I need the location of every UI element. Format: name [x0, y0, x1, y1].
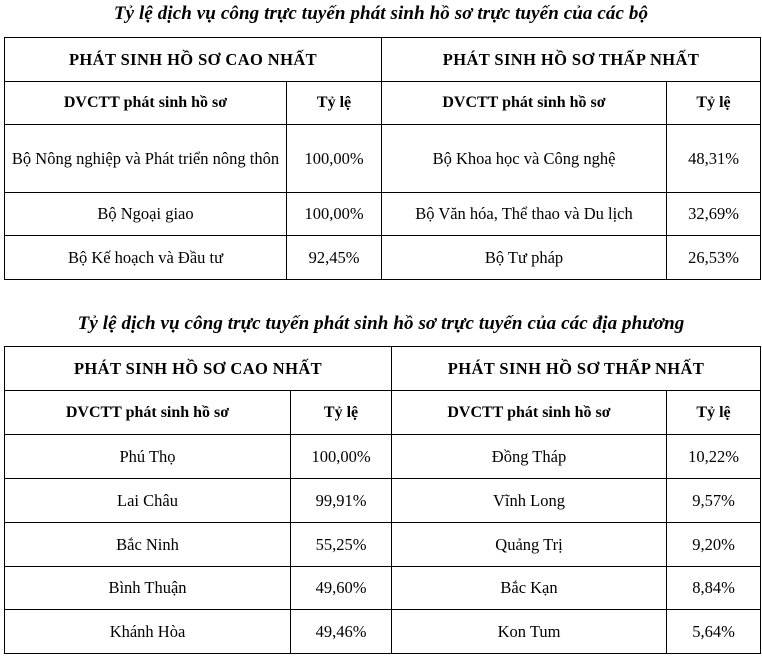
locality-high-rate: 100,00%	[291, 435, 392, 479]
table-row	[5, 523, 761, 567]
ministry-high-rate: 100,00%	[287, 193, 382, 236]
localities-high-rate-header: Tỷ lệ	[291, 391, 392, 435]
locality-low-name: Bắc Kạn	[392, 567, 667, 610]
locality-low-rate: 9,20%	[667, 523, 761, 567]
ministry-low-name: Bộ Khoa học và Công nghệ	[382, 125, 667, 193]
ministry-high-rate: 100,00%	[287, 125, 382, 193]
ministries-lowest-header: PHÁT SINH HỒ SƠ THẤP NHẤT	[382, 38, 761, 82]
table-row	[5, 567, 761, 610]
localities-title: Tỷ lệ dịch vụ công trực tuyến phát sinh hồ sơ trực tuyến của các địa phương	[77, 313, 685, 334]
locality-high-rate: 55,25%	[291, 523, 392, 567]
ministries-low-name-header: DVCTT phát sinh hồ sơ	[382, 82, 667, 125]
table-row	[5, 125, 761, 193]
locality-low-rate: 5,64%	[667, 610, 761, 654]
locality-low-name: Quảng Trị	[392, 523, 667, 567]
ministry-high-name: Bộ Nông nghiệp và Phát triển nông thôn	[5, 125, 287, 193]
locality-high-name: Phú Thọ	[5, 435, 291, 479]
ministry-high-rate: 92,45%	[287, 236, 382, 280]
localities-lowest-header: PHÁT SINH HỒ SƠ THẤP NHẤT	[392, 347, 761, 391]
ministry-low-rate: 48,31%	[667, 125, 761, 193]
ministries-high-name-header: DVCTT phát sinh hồ sơ	[5, 82, 287, 125]
localities-low-name-header: DVCTT phát sinh hồ sơ	[392, 391, 667, 435]
locality-high-rate: 99,91%	[291, 479, 392, 523]
ministry-high-name: Bộ Kế hoạch và Đầu tư	[5, 236, 287, 280]
localities-table	[4, 346, 761, 654]
localities-highest-header: PHÁT SINH HỒ SƠ CAO NHẤT	[5, 347, 392, 391]
locality-low-rate: 10,22%	[667, 435, 761, 479]
locality-high-name: Lai Châu	[5, 479, 291, 523]
locality-high-name: Bình Thuận	[5, 567, 291, 610]
locality-low-name: Kon Tum	[392, 610, 667, 654]
locality-low-rate: 9,57%	[667, 479, 761, 523]
localities-low-rate-header: Tỷ lệ	[667, 391, 761, 435]
ministries-high-rate-header: Tỷ lệ	[287, 82, 382, 125]
table-row	[5, 435, 761, 479]
table-row	[5, 479, 761, 523]
locality-high-rate: 49,60%	[291, 567, 392, 610]
locality-high-name: Bắc Ninh	[5, 523, 291, 567]
ministry-low-name: Bộ Tư pháp	[382, 236, 667, 280]
table-row	[5, 610, 761, 654]
locality-low-rate: 8,84%	[667, 567, 761, 610]
ministry-low-rate: 26,53%	[667, 236, 761, 280]
ministries-highest-header: PHÁT SINH HỒ SƠ CAO NHẤT	[5, 38, 382, 82]
locality-high-name: Khánh Hòa	[5, 610, 291, 654]
locality-low-name: Vĩnh Long	[392, 479, 667, 523]
table-row	[5, 236, 761, 280]
ministry-low-name: Bộ Văn hóa, Thể thao và Du lịch	[382, 193, 667, 236]
ministries-table	[4, 37, 761, 280]
ministry-low-rate: 32,69%	[667, 193, 761, 236]
table-row	[5, 193, 761, 236]
ministries-title: Tỷ lệ dịch vụ công trực tuyến phát sinh hồ sơ trực tuyến của các bộ	[113, 3, 649, 24]
ministry-high-name: Bộ Ngoại giao	[5, 193, 287, 236]
locality-high-rate: 49,46%	[291, 610, 392, 654]
ministries-low-rate-header: Tỷ lệ	[667, 82, 761, 125]
localities-high-name-header: DVCTT phát sinh hồ sơ	[5, 391, 291, 435]
locality-low-name: Đồng Tháp	[392, 435, 667, 479]
